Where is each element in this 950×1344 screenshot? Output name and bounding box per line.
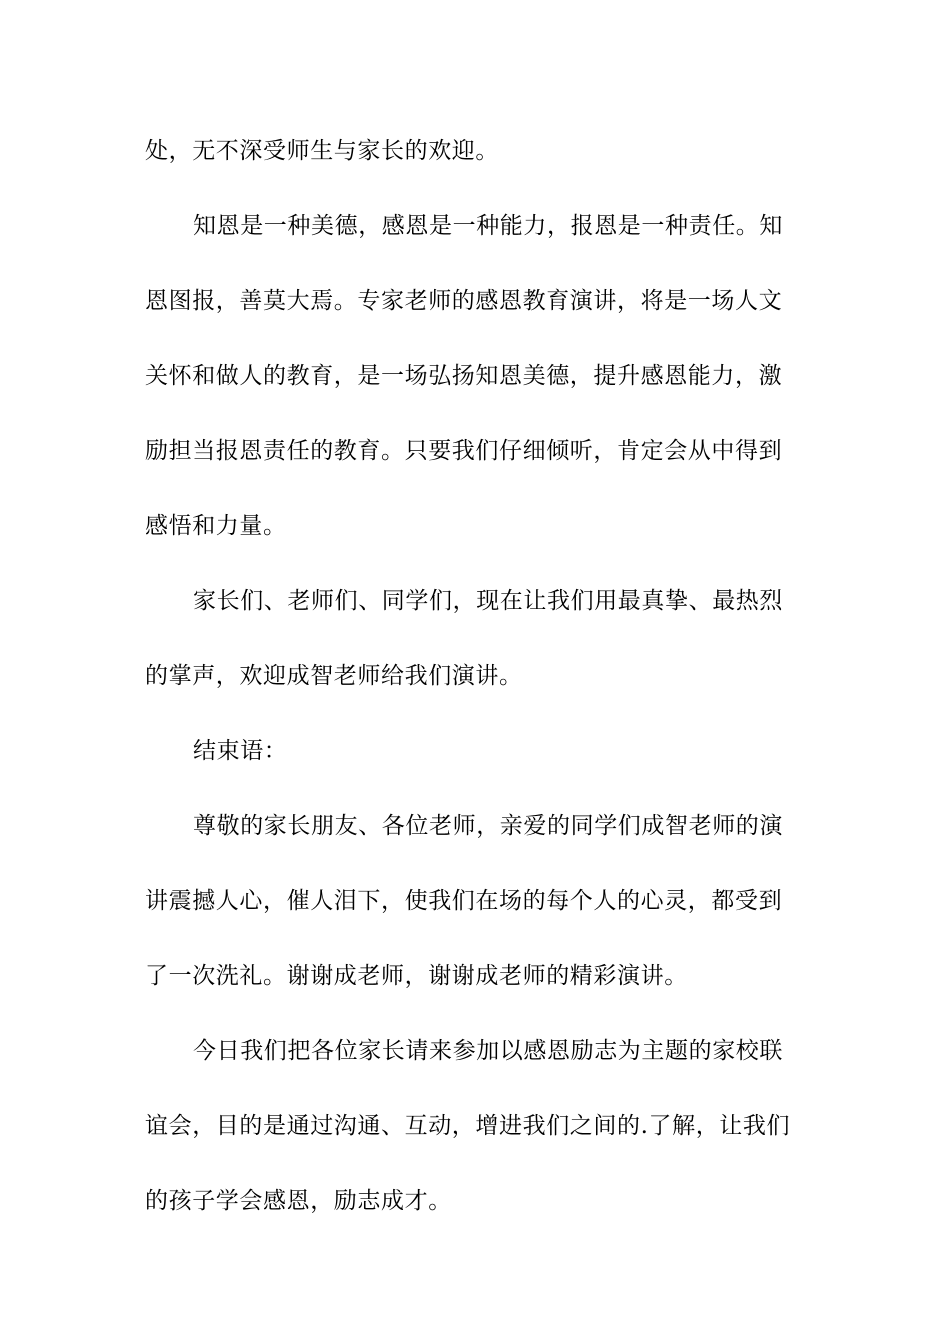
text-line: 讲震撼人心，催人泪下，使我们在场的每个人的心灵，都受到 xyxy=(145,888,783,914)
text-line: 关怀和做人的教育，是一场弘扬知恩美德，提升感恩能力，激 xyxy=(145,363,783,389)
text-line: 感悟和力量。 xyxy=(145,513,287,539)
text-line: 处，无不深受师生与家长的欢迎。 xyxy=(145,138,499,164)
paragraph-start-line: 知恩是一种美德，感恩是一种能力，报恩是一种责任。知 xyxy=(193,213,783,239)
text-line: 励担当报恩责任的教育。只要我们仔细倾听，肯定会从中得到 xyxy=(145,438,783,464)
text-line: 恩图报，善莫大焉。专家老师的感恩教育演讲，将是一场人文 xyxy=(145,288,783,314)
paragraph-start-line: 家长们、老师们、同学们，现在让我们用最真挚、最热烈 xyxy=(193,588,783,614)
section-heading: 结束语： xyxy=(193,738,288,764)
paragraph-start-line: 尊敬的家长朋友、各位老师，亲爱的同学们成智老师的演 xyxy=(193,813,783,839)
text-line: 的孩子学会感恩，励志成才。 xyxy=(145,1188,452,1214)
paragraph-start-line: 今日我们把各位家长请来参加以感恩励志为主题的家校联 xyxy=(193,1038,783,1064)
text-line: 谊会，目的是通过沟通、互动，增进我们之间的.了解，让我们 xyxy=(145,1113,791,1139)
text-line: 了一次洗礼。谢谢成老师，谢谢成老师的精彩演讲。 xyxy=(145,963,688,989)
text-line: 的掌声，欢迎成智老师给我们演讲。 xyxy=(145,663,523,689)
